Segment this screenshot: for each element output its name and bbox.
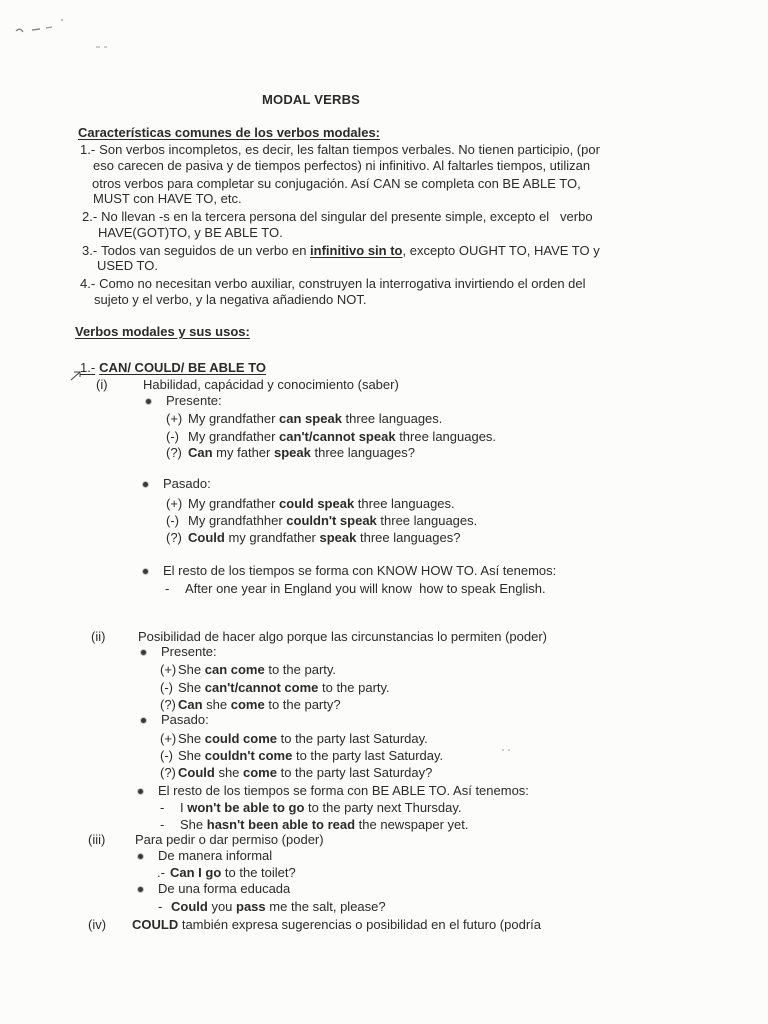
item-line: sujeto y el verbo, y la negativa añadiendo NOT. bbox=[94, 292, 367, 307]
example-sentence bbox=[166, 429, 496, 445]
example-dash: - bbox=[158, 899, 163, 914]
example-dash: - bbox=[160, 800, 165, 815]
example-modal-verb: can't/cannot come bbox=[204, 680, 319, 695]
example-main-verb: come bbox=[243, 765, 277, 780]
bullet-icon bbox=[143, 563, 163, 579]
item-line: MUST con HAVE TO, etc. bbox=[93, 191, 242, 206]
characteristic-item-2 bbox=[82, 209, 593, 225]
example-text: My grandfather bbox=[188, 496, 280, 511]
example-text: to the party last Saturday. bbox=[277, 731, 428, 746]
example-text: three languages. bbox=[354, 496, 455, 511]
example-text: the newspaper yet. bbox=[355, 817, 469, 832]
example-modal-verb: can come bbox=[204, 662, 265, 677]
characteristic-item-3 bbox=[82, 243, 600, 259]
tense-row bbox=[141, 712, 209, 728]
example-modal-verb: could come bbox=[204, 731, 277, 746]
bullet-icon bbox=[138, 881, 158, 897]
item-line: otros verbos para completar su conjugación. Así CAN se completa con BE ABLE TO, bbox=[92, 176, 581, 191]
example-modal-verb: Could bbox=[171, 899, 208, 914]
page-title: MODAL VERBS bbox=[262, 92, 361, 107]
example-sign: (?) bbox=[160, 697, 176, 712]
subsection-title: Posibilidad de hacer algo porque las circunstancias lo permiten (poder) bbox=[138, 629, 548, 644]
subsection-heading bbox=[88, 917, 541, 933]
subsection-heading bbox=[91, 629, 547, 645]
example-sentence bbox=[166, 445, 415, 461]
example-modal-verb: Could bbox=[188, 530, 225, 545]
subsection-title: también expresa sugerencias o posibilidad en el futuro (podría bbox=[178, 917, 541, 932]
item-line: Todos van seguidos de un verbo en bbox=[101, 243, 311, 258]
subsection-numeral: (iii) bbox=[88, 832, 106, 847]
example-text: my father bbox=[212, 445, 274, 460]
example-text: My grandfather bbox=[188, 429, 280, 444]
example-text: three languages? bbox=[310, 445, 415, 460]
example-sentence bbox=[160, 680, 390, 696]
example-sentence bbox=[160, 697, 341, 713]
example-modal-verb: hasn't been able to read bbox=[206, 817, 356, 832]
example-text: you bbox=[207, 899, 237, 914]
scan-dots bbox=[500, 746, 516, 754]
example-text: she bbox=[202, 697, 231, 712]
example-text: three languages. bbox=[376, 513, 478, 528]
example-sign: (?) bbox=[160, 765, 176, 780]
register-label: De una forma educada bbox=[158, 881, 291, 896]
example-modal-verb: couldn't come bbox=[204, 748, 293, 763]
example-sentence bbox=[160, 748, 443, 764]
subsection-heading bbox=[96, 377, 399, 393]
example-sign: (+) bbox=[166, 496, 183, 511]
example-modal-verb: Could bbox=[178, 765, 215, 780]
bullet-icon bbox=[138, 848, 158, 864]
modal-section-title bbox=[80, 360, 266, 376]
example-text: to the party. bbox=[264, 662, 337, 677]
example-sentence bbox=[166, 496, 455, 512]
scan-marks bbox=[10, 12, 120, 54]
example-sentence bbox=[166, 530, 460, 546]
example-text: My grandfathher bbox=[188, 513, 287, 528]
item-line: Como no necesitan verbo auxiliar, construyen la interrogativa invirtiendo el orden del bbox=[99, 276, 586, 291]
example-text: She bbox=[180, 817, 207, 832]
bullet-icon bbox=[146, 393, 166, 409]
example-text: three languages. bbox=[395, 429, 497, 444]
item-number: 4.- bbox=[80, 276, 96, 291]
example-sign: (-) bbox=[160, 748, 173, 763]
example-sentence bbox=[160, 800, 462, 816]
example-text: After one year in England you will know how to speak English. bbox=[185, 581, 546, 596]
example-text: My grandfather bbox=[188, 411, 280, 426]
bullet-icon bbox=[138, 783, 158, 799]
example-sentence bbox=[158, 899, 386, 915]
example-sentence bbox=[160, 817, 469, 833]
item-number: 1.- bbox=[80, 142, 96, 157]
subsection-title: Para pedir o dar permiso (poder) bbox=[135, 832, 324, 847]
example-modal-verb: could speak bbox=[279, 496, 355, 511]
emphasis-text: infinitivo sin to bbox=[310, 243, 403, 258]
register-label: De manera informal bbox=[158, 848, 273, 863]
example-text: she bbox=[214, 765, 244, 780]
other-tenses-row bbox=[143, 563, 556, 579]
example-sentence bbox=[157, 865, 296, 881]
uses-heading: Verbos modales y sus usos: bbox=[75, 324, 250, 339]
example-main-verb: pass bbox=[236, 899, 266, 914]
example-modal-verb: won't be able to go bbox=[187, 800, 305, 815]
section-number: 1.- bbox=[80, 360, 96, 375]
characteristics-heading: Características comunes de los verbos modales: bbox=[78, 125, 381, 140]
example-modal-verb: Can bbox=[178, 697, 203, 712]
tense-label: Pasado: bbox=[163, 476, 211, 491]
bullet-icon bbox=[141, 712, 161, 728]
item-line: , excepto OUGHT TO, HAVE TO y bbox=[402, 243, 600, 258]
bullet-icon bbox=[141, 644, 161, 660]
example-text: to the party next Thursday. bbox=[304, 800, 462, 815]
characteristic-item-4 bbox=[80, 276, 586, 292]
example-text: to the party. bbox=[318, 680, 390, 695]
example-main-verb: speak bbox=[319, 530, 357, 545]
tense-label: Presente: bbox=[166, 393, 222, 408]
characteristic-item-1 bbox=[80, 142, 600, 158]
example-sentence bbox=[160, 765, 432, 781]
example-sentence bbox=[165, 581, 546, 597]
example-dash: .- bbox=[157, 865, 165, 880]
example-text: to the party? bbox=[264, 697, 341, 712]
example-modal-verb: can't/cannot speak bbox=[279, 429, 396, 444]
example-sentence bbox=[160, 731, 428, 747]
item-line: No llevan -s en la tercera persona del singular del presente simple, excepto el verbo bbox=[101, 209, 593, 224]
example-modal-verb: couldn't speak bbox=[286, 513, 377, 528]
register-row bbox=[138, 881, 290, 897]
section-title: CAN/ COULD/ BE ABLE TO bbox=[99, 360, 267, 375]
example-main-verb: speak bbox=[273, 445, 311, 460]
example-modal-verb: can speak bbox=[279, 411, 342, 426]
other-tenses-text: El resto de los tiempos se forma con BE ABLE TO. Así tenemos: bbox=[158, 783, 529, 798]
example-sign: (?) bbox=[166, 530, 182, 545]
item-line: HAVE(GOT)TO, y BE ABLE TO. bbox=[98, 225, 283, 240]
example-dash: - bbox=[160, 817, 165, 832]
example-modal-verb: Can I go bbox=[170, 865, 222, 880]
item-number: 3.- bbox=[82, 243, 98, 258]
example-text: to the party last Saturday? bbox=[276, 765, 433, 780]
item-line: Son verbos incompletos, es decir, les faltan tiempos verbales. No tienen participio, (por bbox=[99, 142, 600, 157]
example-sign: (+) bbox=[166, 411, 183, 426]
example-text: She bbox=[178, 662, 205, 677]
example-text: three languages? bbox=[356, 530, 461, 545]
example-text: three languages. bbox=[341, 411, 443, 426]
other-tenses-row bbox=[138, 783, 529, 799]
tense-label: Pasado: bbox=[161, 712, 209, 727]
example-text: I bbox=[180, 800, 188, 815]
example-main-verb: come bbox=[230, 697, 265, 712]
example-modal-verb: Can bbox=[188, 445, 213, 460]
example-text: my grandfather bbox=[224, 530, 320, 545]
example-text: to the party last Saturday. bbox=[292, 748, 444, 763]
example-sign: (?) bbox=[166, 445, 182, 460]
item-number: 2.- bbox=[82, 209, 98, 224]
example-text: to the toilet? bbox=[221, 865, 296, 880]
example-dash: - bbox=[165, 581, 170, 596]
example-sign: (+) bbox=[160, 731, 177, 746]
modal-keyword: COULD bbox=[132, 917, 179, 932]
tense-row bbox=[143, 476, 211, 492]
example-text: She bbox=[178, 680, 205, 695]
example-sentence bbox=[166, 411, 442, 427]
example-sentence bbox=[166, 513, 477, 529]
example-sign: (-) bbox=[166, 429, 179, 444]
example-text: She bbox=[178, 731, 205, 746]
example-text: She bbox=[178, 748, 205, 763]
example-sign: (-) bbox=[166, 513, 179, 528]
subsection-heading bbox=[88, 832, 324, 848]
subsection-numeral: (ii) bbox=[91, 629, 106, 644]
example-sign: (+) bbox=[160, 662, 177, 677]
tense-row bbox=[141, 644, 217, 660]
subsection-title: Habilidad, capácidad y conocimiento (saber) bbox=[143, 377, 399, 392]
example-sign: (-) bbox=[160, 680, 173, 695]
register-row bbox=[138, 848, 272, 864]
bullet-icon bbox=[143, 476, 163, 492]
subsection-numeral: (iv) bbox=[88, 917, 107, 932]
item-line: eso carecen de pasiva y de tiempos perfectos) ni infinitivo. Al faltarles tiempos, utilizan bbox=[93, 158, 591, 173]
other-tenses-text: El resto de los tiempos se forma con KNOW HOW TO. Así tenemos: bbox=[163, 563, 557, 578]
subsection-numeral: (i) bbox=[96, 377, 108, 392]
tense-label: Presente: bbox=[161, 644, 217, 659]
example-text: me the salt, please? bbox=[265, 899, 386, 914]
tense-row bbox=[146, 393, 222, 409]
item-line: USED TO. bbox=[97, 258, 158, 273]
example-sentence bbox=[160, 662, 336, 678]
